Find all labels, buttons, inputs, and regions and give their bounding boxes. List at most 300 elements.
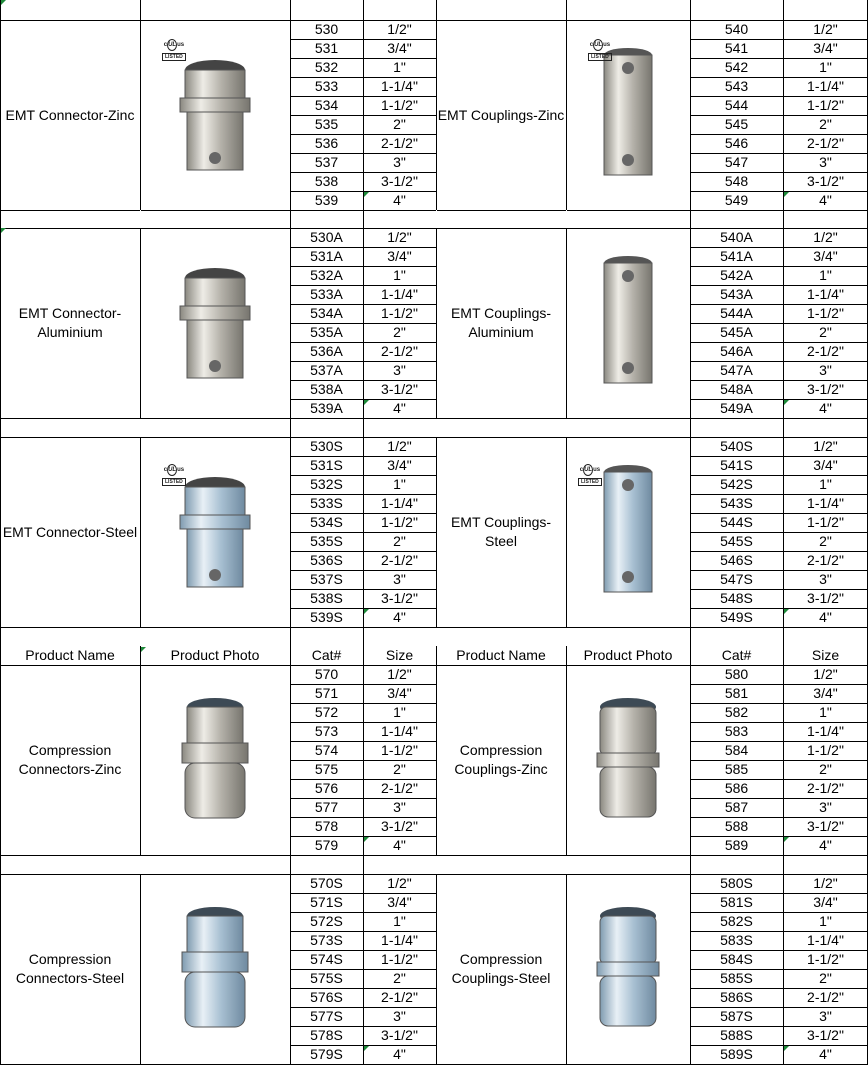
cat-number: 535 <box>314 116 339 132</box>
cat-number: 582 <box>724 704 749 720</box>
row-line <box>690 39 868 40</box>
cell-marker <box>1 228 6 233</box>
size-value: 3/4" <box>387 457 412 473</box>
size-value: 1" <box>819 704 832 720</box>
size-value: 3-1/2" <box>807 818 844 834</box>
cat-number: 533 <box>314 78 339 94</box>
row-line <box>690 836 868 837</box>
size-value: 1" <box>819 267 832 283</box>
size-value: 4" <box>819 609 832 625</box>
size-value: 3-1/2" <box>381 590 418 606</box>
cell-marker <box>364 192 369 197</box>
cat-number: 531A <box>310 248 343 264</box>
size-value: 3" <box>393 799 406 815</box>
size-value: 1" <box>819 913 832 929</box>
cat-number: 533A <box>310 286 343 302</box>
column-line <box>690 0 691 1065</box>
size-value: 1-1/2" <box>381 951 418 967</box>
size-value: 1" <box>393 59 406 75</box>
size-value: 3-1/2" <box>807 590 844 606</box>
size-value: 2-1/2" <box>381 780 418 796</box>
size-value: 2" <box>393 761 406 777</box>
product-name: EMT Connector-Aluminium <box>18 305 122 340</box>
cell-marker <box>784 837 789 842</box>
size-value: 1-1/2" <box>807 305 844 321</box>
size-value: 2-1/2" <box>381 343 418 359</box>
cat-number: 530 <box>314 21 339 37</box>
c-label: c <box>589 42 594 48</box>
size-value: 2-1/2" <box>807 135 844 151</box>
column-header: Product Photo <box>583 647 673 663</box>
size-value: 4" <box>819 1046 832 1062</box>
size-value: 3" <box>393 571 406 587</box>
size-value: 1/2" <box>387 438 412 454</box>
cat-number: 541S <box>720 457 753 473</box>
size-value: 3/4" <box>387 685 412 701</box>
us-label: us <box>593 467 601 473</box>
size-value: 1/2" <box>813 666 838 682</box>
emt-coupling-zinc-photo <box>566 20 690 210</box>
cat-number: 578 <box>314 818 339 834</box>
cat-number: 570 <box>314 666 339 682</box>
cat-number: 540S <box>720 438 753 454</box>
section-bottom-line <box>0 210 868 211</box>
size-value: 1/2" <box>813 875 838 891</box>
size-value: 1/2" <box>387 666 412 682</box>
cat-number: 572 <box>314 704 339 720</box>
size-value: 1-1/2" <box>381 97 418 113</box>
product-name: Compression Couplings-Zinc <box>454 742 548 777</box>
size-value: 3" <box>393 154 406 170</box>
row-line <box>690 779 868 780</box>
cat-number: 581 <box>724 685 749 701</box>
size-value: 3/4" <box>813 685 838 701</box>
fitting-illustration <box>160 685 270 835</box>
fitting-illustration <box>573 685 683 835</box>
row-line <box>690 551 868 552</box>
cell-marker <box>784 609 789 614</box>
column-header: Cat# <box>721 647 752 663</box>
row-line <box>690 285 868 286</box>
gap-line <box>140 210 141 228</box>
cell-marker <box>784 1046 789 1051</box>
cat-number: 549A <box>720 400 753 416</box>
size-value: 1-1/4" <box>381 723 418 739</box>
cat-number: 549 <box>724 192 749 208</box>
size-value: 1/2" <box>387 875 412 891</box>
cat-number: 587 <box>724 799 749 815</box>
column-header: Size <box>385 647 414 663</box>
cat-number: 544 <box>724 97 749 113</box>
row-line <box>690 58 868 59</box>
listed-label: LISTED <box>578 478 602 486</box>
ul-mark: UL <box>593 39 603 51</box>
row-line <box>690 931 868 932</box>
ul-listed-logo <box>162 38 186 61</box>
size-value: 3" <box>819 799 832 815</box>
cat-number: 543S <box>720 495 753 511</box>
size-value: 1-1/4" <box>381 932 418 948</box>
size-value: 4" <box>393 192 406 208</box>
column-line <box>566 0 567 1065</box>
cat-number: 585 <box>724 761 749 777</box>
row-line <box>690 247 868 248</box>
cell-marker <box>364 609 369 614</box>
cat-number: 534A <box>310 305 343 321</box>
size-value: 4" <box>393 609 406 625</box>
row-line <box>690 456 868 457</box>
cat-number: 586S <box>720 989 753 1005</box>
product-name: EMT Couplings-Zinc <box>437 106 565 123</box>
cat-number: 579S <box>310 1046 343 1062</box>
cat-number: 541A <box>720 248 753 264</box>
cat-number: 547S <box>720 571 753 587</box>
size-value: 2" <box>393 970 406 986</box>
size-value: 2-1/2" <box>807 989 844 1005</box>
cat-number: 542 <box>724 59 749 75</box>
row-line <box>690 191 868 192</box>
cell-marker <box>364 837 369 842</box>
size-value: 2-1/2" <box>807 552 844 568</box>
size-value: 2" <box>819 324 832 340</box>
size-value: 3-1/2" <box>381 818 418 834</box>
c-label: c <box>163 42 168 48</box>
row-line <box>690 304 868 305</box>
cat-number: 576 <box>314 780 339 796</box>
cat-number: 545A <box>720 324 753 340</box>
row-line <box>690 513 868 514</box>
cat-number: 535A <box>310 324 343 340</box>
cat-number: 574S <box>310 951 343 967</box>
size-value: 3-1/2" <box>807 1027 844 1043</box>
cat-number: 539S <box>310 609 343 625</box>
size-value: 2-1/2" <box>381 989 418 1005</box>
gap-line <box>566 628 567 646</box>
size-value: 3-1/2" <box>807 381 844 397</box>
gap-line <box>140 856 141 874</box>
column-header: Product Photo <box>170 647 260 663</box>
row-line <box>690 172 868 173</box>
size-value: 2" <box>819 970 832 986</box>
row-line <box>690 96 868 97</box>
size-value: 3/4" <box>813 457 838 473</box>
row-line <box>690 969 868 970</box>
size-value: 2" <box>393 533 406 549</box>
row-line <box>690 134 868 135</box>
row-line <box>690 798 868 799</box>
size-value: 1/2" <box>387 229 412 245</box>
listed-label: LISTED <box>162 478 186 486</box>
size-value: 1-1/2" <box>381 742 418 758</box>
ul-listed-logo <box>162 463 186 486</box>
cell-marker <box>141 647 146 652</box>
ul-mark: UL <box>167 39 177 51</box>
us-label: us <box>603 42 611 48</box>
column-header: Size <box>811 647 840 663</box>
cat-number: 544S <box>720 514 753 530</box>
size-value: 1/2" <box>813 21 838 37</box>
cat-number: 537 <box>314 154 339 170</box>
cat-number: 571 <box>314 685 339 701</box>
cell-marker <box>784 192 789 197</box>
cat-number: 542S <box>720 476 753 492</box>
size-value: 1-1/4" <box>807 286 844 302</box>
size-value: 1-1/2" <box>807 514 844 530</box>
size-value: 3-1/2" <box>807 173 844 189</box>
size-value: 1-1/4" <box>381 286 418 302</box>
cat-number: 535S <box>310 533 343 549</box>
size-value: 1-1/4" <box>381 78 418 94</box>
row-line <box>690 1026 868 1027</box>
section-bottom-line <box>0 855 868 856</box>
size-value: 2" <box>393 116 406 132</box>
row-line <box>690 361 868 362</box>
row-line <box>690 893 868 894</box>
fitting-illustration <box>160 248 270 398</box>
size-value: 3" <box>819 154 832 170</box>
row-line <box>690 1045 868 1046</box>
cat-number: 585S <box>720 970 753 986</box>
size-value: 2" <box>819 116 832 132</box>
ul-listed-logo <box>578 463 602 486</box>
cat-number: 539 <box>314 192 339 208</box>
size-value: 3/4" <box>813 248 838 264</box>
cat-number: 589S <box>720 1046 753 1062</box>
cat-number: 586 <box>724 780 749 796</box>
row-line <box>690 988 868 989</box>
size-value: 2-1/2" <box>381 135 418 151</box>
row-line <box>690 817 868 818</box>
size-value: 3-1/2" <box>381 1027 418 1043</box>
gap-line <box>436 419 437 437</box>
us-label: us <box>177 42 185 48</box>
cat-number: 538S <box>310 590 343 606</box>
cat-number: 571S <box>310 894 343 910</box>
cat-number: 588 <box>724 818 749 834</box>
row-line <box>690 342 868 343</box>
cat-number: 575S <box>310 970 343 986</box>
row-line <box>690 950 868 951</box>
cat-number: 548S <box>720 590 753 606</box>
cat-number: 536A <box>310 343 343 359</box>
cat-number: 536 <box>314 135 339 151</box>
cat-number: 546A <box>720 343 753 359</box>
cat-number: 587S <box>720 1008 753 1024</box>
cat-number: 589 <box>724 837 749 853</box>
size-value: 4" <box>819 837 832 853</box>
cell-marker <box>364 400 369 405</box>
listed-label: LISTED <box>588 53 612 61</box>
section-bottom-line <box>0 418 868 419</box>
ul-listed-logo <box>588 38 612 61</box>
size-value: 4" <box>393 400 406 416</box>
size-value: 3/4" <box>387 894 412 910</box>
cat-number: 547A <box>720 362 753 378</box>
gap-line <box>140 419 141 437</box>
cat-number: 534S <box>310 514 343 530</box>
column-line <box>363 0 364 1065</box>
cat-number: 541 <box>724 40 749 56</box>
gap-line <box>436 856 437 874</box>
row-line <box>690 475 868 476</box>
cat-number: 574 <box>314 742 339 758</box>
cat-number: 537A <box>310 362 343 378</box>
size-value: 2" <box>819 533 832 549</box>
size-value: 2" <box>819 761 832 777</box>
cat-number: 578S <box>310 1027 343 1043</box>
cat-number: 536S <box>310 552 343 568</box>
size-value: 1-1/4" <box>807 495 844 511</box>
fitting-illustration <box>160 894 270 1044</box>
cat-number: 575 <box>314 761 339 777</box>
product-name: Compression Couplings-Steel <box>451 951 551 986</box>
cat-number: 588S <box>720 1027 753 1043</box>
gap-line <box>566 856 567 874</box>
cat-number: 531 <box>314 40 339 56</box>
product-name: EMT Connector-Zinc <box>5 106 135 123</box>
row-line <box>690 912 868 913</box>
size-value: 1-1/4" <box>807 723 844 739</box>
size-value: 1" <box>819 59 832 75</box>
cat-number: 582S <box>720 913 753 929</box>
row-line <box>690 494 868 495</box>
compression-coupling-zinc-photo <box>566 665 690 855</box>
size-value: 3" <box>819 571 832 587</box>
row-line <box>690 532 868 533</box>
cat-number: 584 <box>724 742 749 758</box>
cat-number: 579 <box>314 837 339 853</box>
product-name: Compression Connectors-Zinc <box>18 742 122 777</box>
compression-connector-zinc-photo <box>140 665 290 855</box>
compression-coupling-steel-photo <box>566 874 690 1064</box>
row-line <box>690 608 868 609</box>
size-value: 4" <box>819 192 832 208</box>
column-line <box>783 0 784 1065</box>
c-label: c <box>163 467 168 473</box>
cat-number: 533S <box>310 495 343 511</box>
size-value: 1" <box>393 913 406 929</box>
cat-number: 573S <box>310 932 343 948</box>
gap-line <box>566 210 567 228</box>
cat-number: 534 <box>314 97 339 113</box>
gap-line <box>140 628 141 646</box>
cat-number: 576S <box>310 989 343 1005</box>
cat-number: 577S <box>310 1008 343 1024</box>
cat-number: 584S <box>720 951 753 967</box>
emt-connector-aluminium-photo <box>140 228 290 418</box>
size-value: 1/2" <box>813 438 838 454</box>
size-value: 2-1/2" <box>807 780 844 796</box>
fitting-illustration <box>573 248 683 398</box>
cat-number: 545 <box>724 116 749 132</box>
size-value: 1" <box>819 476 832 492</box>
cat-number: 548 <box>724 173 749 189</box>
size-value: 1-1/4" <box>807 932 844 948</box>
cat-number: 532 <box>314 59 339 75</box>
column-line <box>290 0 291 1065</box>
cat-number: 544A <box>720 305 753 321</box>
ul-mark: UL <box>583 464 593 476</box>
size-value: 4" <box>819 400 832 416</box>
size-value: 4" <box>393 1046 406 1062</box>
size-value: 1-1/2" <box>807 951 844 967</box>
size-value: 1-1/2" <box>381 514 418 530</box>
row-line <box>690 323 868 324</box>
row-line <box>690 266 868 267</box>
column-header: Product Name <box>25 647 115 663</box>
cat-number: 530S <box>310 438 343 454</box>
gap-line <box>566 419 567 437</box>
size-value: 1-1/4" <box>807 78 844 94</box>
row-line <box>690 380 868 381</box>
cat-number: 532A <box>310 267 343 283</box>
column-line <box>436 0 437 1065</box>
row-line <box>690 760 868 761</box>
column-line <box>140 0 141 1065</box>
size-value: 3" <box>393 1008 406 1024</box>
cat-number: 573 <box>314 723 339 739</box>
row-line <box>690 684 868 685</box>
cat-number: 540 <box>724 21 749 37</box>
cat-number: 581S <box>720 894 753 910</box>
product-name: EMT Couplings-Steel <box>450 514 552 549</box>
size-value: 1" <box>393 704 406 720</box>
cat-number: 577 <box>314 799 339 815</box>
cat-number: 537S <box>310 571 343 587</box>
row-line <box>690 153 868 154</box>
size-value: 3/4" <box>387 40 412 56</box>
cat-number: 580S <box>720 875 753 891</box>
product-name: EMT Couplings-Aluminium <box>450 305 552 340</box>
cat-number: 538A <box>310 381 343 397</box>
column-header: Product Name <box>456 647 546 663</box>
size-value: 1" <box>393 476 406 492</box>
column-header: Cat# <box>311 647 342 663</box>
size-value: 3" <box>393 362 406 378</box>
cat-number: 580 <box>724 666 749 682</box>
product-name: Compression Connectors-Steel <box>15 951 125 986</box>
cat-number: 583 <box>724 723 749 739</box>
c-label: c <box>579 467 584 473</box>
gap-line <box>436 210 437 228</box>
size-value: 1/2" <box>387 21 412 37</box>
size-value: 2-1/2" <box>381 552 418 568</box>
compression-connector-steel-photo <box>140 874 290 1064</box>
row-line <box>690 77 868 78</box>
cat-number: 538 <box>314 173 339 189</box>
cat-number: 572S <box>310 913 343 929</box>
size-value: 2" <box>393 324 406 340</box>
size-value: 1/2" <box>813 229 838 245</box>
cat-number: 539A <box>310 400 343 416</box>
fitting-illustration <box>573 40 683 190</box>
cat-number: 543 <box>724 78 749 94</box>
emt-coupling-aluminium-photo <box>566 228 690 418</box>
size-value: 3-1/2" <box>381 381 418 397</box>
cat-number: 531S <box>310 457 343 473</box>
cell-marker <box>364 1046 369 1051</box>
cat-number: 547 <box>724 154 749 170</box>
cell-marker <box>1 0 6 5</box>
cat-number: 542A <box>720 267 753 283</box>
size-value: 3" <box>819 1008 832 1024</box>
size-value: 2-1/2" <box>807 343 844 359</box>
cat-number: 549S <box>720 609 753 625</box>
row-line <box>690 115 868 116</box>
cat-number: 540A <box>720 229 753 245</box>
row-line <box>690 722 868 723</box>
size-value: 3/4" <box>813 894 838 910</box>
